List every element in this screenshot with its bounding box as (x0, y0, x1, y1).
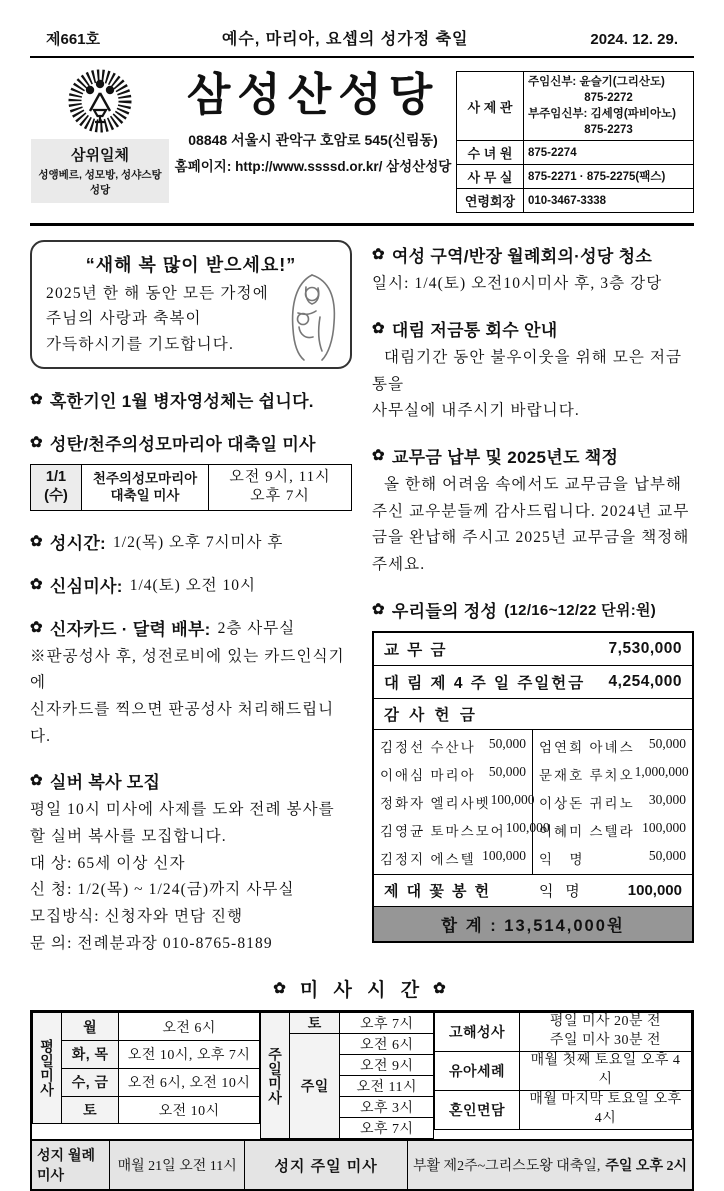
madonna-and-child-art (282, 271, 344, 363)
donor-column-left (374, 730, 550, 874)
rosette-icon: ✿ (433, 980, 451, 998)
section-holy-hour (30, 529, 352, 554)
convent-label: 수 녀 원 (457, 141, 524, 165)
church-dues-line: 주세요. (372, 555, 426, 573)
greeting-line: 가득하시기를 기도합니다. (46, 335, 235, 353)
table-row (435, 1013, 692, 1052)
rosette-icon: ✿ (273, 980, 291, 998)
section-church-dues (372, 443, 694, 468)
convent-phone: 875-2274 (524, 141, 694, 165)
section-women-meeting (372, 242, 694, 267)
left-column (30, 240, 352, 957)
weekday-mass-label: 평일미사 (33, 1013, 62, 1124)
thanksgiving-header: 감 사 헌 금 (374, 699, 692, 730)
feast-mass-table (30, 464, 352, 511)
trinity-subtitle: 성앵베르, 성모방, 성샤스탕 성당 (38, 169, 162, 196)
church-dues-line: 금을 완납해 주시고 2025년 교무금을 책정해 (372, 529, 690, 547)
devotion-mass-value: 1/4(토) 오전 10시 (129, 577, 257, 595)
donor-line: 김정지 에스텔 100,000 (380, 847, 526, 867)
office-label: 사 무 실 (457, 165, 524, 189)
church-dues-title: 교무금 납부 및 2025년도 책정 (391, 448, 619, 467)
women-meeting-title: 여성 구역/반장 월례회의·성당 청소 (391, 247, 653, 267)
day-cell: 화, 목 (62, 1041, 119, 1069)
greeting-line: 주님의 사랑과 축복이 (46, 310, 202, 328)
schedule-footer (32, 1139, 692, 1189)
altar-flower-donor: 익 명 (539, 883, 584, 900)
funeral-chair-label: 연령회장 (457, 189, 524, 213)
day-cell: 주일 (290, 1034, 340, 1139)
rosette-icon: ✿ (372, 246, 385, 264)
feast-weekday: (수) (44, 488, 68, 505)
church-name: 삼성산성당 (186, 69, 440, 120)
silver-server-line: 평일 10시 미사에 사제를 도와 전례 봉사를 (30, 801, 335, 819)
table-row (435, 1090, 692, 1129)
holy-hour-value: 1/2(목) 오후 7시미사 후 (113, 534, 284, 552)
member-card-label: 신자카드 · 달력 배부: (49, 619, 211, 639)
funeral-chair-phone: 010-3467-3338 (524, 189, 694, 213)
mass-times-heading (30, 975, 694, 1002)
church-address: 08848 서울시 관악구 호암로 545(신림동) (188, 132, 438, 149)
rectory-assistant: 부주임신부: 김세영(파비아노) (528, 108, 676, 121)
shrine-sunday-time: 주일 오후 2시 (605, 1159, 687, 1175)
devotion-mass-label: 신심미사: (49, 576, 123, 596)
marriage-interview-label: 혼인면담 (435, 1090, 520, 1129)
donor-line: 이상돈 귀리노 30,000 (539, 791, 686, 811)
altar-flower-row (374, 875, 692, 907)
section-silver-server (30, 768, 352, 793)
rectory-pastor: 주임신부: 윤슬기(그리산도) (528, 76, 665, 88)
member-card-note: ※판공성사 후, 성전로비에 있는 카드인식기에 (30, 647, 345, 692)
sunday-collection-label: 대 림 제 4 주 일 주일헌금 (384, 674, 586, 692)
feast-time-cell (209, 464, 352, 510)
altar-flower-amount: 100,000 (627, 881, 682, 899)
time-cell: 오전 9시 (340, 1055, 434, 1076)
day-cell: 토 (62, 1096, 119, 1124)
church-homepage: 홈페이지: http://www.ssssd.or.kr/ 삼성산성당 (174, 159, 452, 175)
feast-date-cell (31, 464, 82, 510)
greeting-line: 2025년 한 해 동안 모든 가정에 (46, 285, 269, 303)
day-cell: 월 (62, 1013, 119, 1041)
confession-value (520, 1013, 692, 1052)
contact-table (456, 71, 694, 213)
services-block (434, 1012, 692, 1139)
time-cell: 오전 6시, 오전 10시 (119, 1068, 260, 1096)
logo-column (30, 69, 170, 203)
donor-line: 김영균 토마스모어 100,000 (380, 819, 550, 839)
section-devotion-mass (30, 572, 352, 597)
feast-name-cell (82, 464, 209, 510)
offering-title: 우리들의 정성 (391, 601, 498, 621)
table-row (33, 1041, 260, 1069)
donor-line: 익 명 50,000 (539, 847, 686, 867)
time-cell: 오전 10시 (119, 1096, 260, 1124)
donor-grid (374, 730, 692, 875)
rectory-pastor-phone: 875-2272 (584, 92, 633, 105)
member-card-value: 2층 사무실 (217, 620, 296, 638)
offering-table (372, 631, 694, 943)
mass-times-section (30, 975, 694, 1191)
time-cell: 오전 6시 (340, 1034, 434, 1055)
church-name-column (170, 69, 456, 175)
table-row (261, 1013, 434, 1034)
table-row (31, 464, 352, 510)
cold-notice-text: 혹한기인 1월 병자영성체는 쉽니다. (49, 391, 314, 411)
silver-server-line: 모집방식: 신청자와 면담 진행 (30, 907, 244, 925)
advent-bank-line: 대림기간 동안 불우이웃을 위해 모은 저금통을 (372, 349, 683, 393)
feast-name: 천주의성모마리아 (92, 470, 198, 486)
donor-line: 김정선 수산나 50,000 (380, 735, 526, 755)
table-row (457, 72, 694, 141)
greeting-title: “새해 복 많이 받으세요!” (85, 255, 297, 276)
rosette-icon: ✿ (30, 532, 43, 550)
section-offering (372, 597, 694, 622)
offering-title-suffix: (12/16~12/22 단위:원) (504, 601, 657, 619)
rectory-label: 사 제 관 (457, 72, 524, 141)
donor-line: 정화자 엘리사벳 100,000 (380, 791, 535, 811)
confession-label: 고해성사 (435, 1013, 520, 1052)
shrine-sunday-value (408, 1141, 692, 1189)
time-cell: 오전 11시 (340, 1076, 434, 1097)
donor-line: 엄연희 아녜스 50,000 (539, 735, 686, 755)
schedule-body (32, 1012, 692, 1139)
feast-name: 대축일 미사 (110, 488, 180, 504)
table-row (33, 1068, 260, 1096)
table-row (374, 633, 692, 666)
silver-server-line: 할 실버 복사를 모집합니다. (30, 827, 227, 845)
trinity-title: 삼위일체 (71, 147, 129, 164)
marriage-interview-value: 매월 마지막 토요일 오후 4시 (520, 1090, 692, 1129)
issue-date: 2024. 12. 29. (590, 31, 678, 48)
day-cell: 수, 금 (62, 1068, 119, 1096)
advent-bank-title: 대림 저금통 회수 안내 (391, 321, 558, 341)
sunday-collection-amount: 4,254,000 (608, 672, 682, 690)
feast-time: 오전 9시, 11시 (229, 468, 331, 485)
silver-server-line: 문 의: 전례분과장 010-8765-8189 (30, 934, 273, 952)
page-header (30, 26, 694, 58)
table-row (457, 189, 694, 213)
church-dues-line: 주신 교우분들께 감사드립니다. 2024년 교무 (372, 502, 690, 520)
donor-line: 이애심 마리아 50,000 (380, 763, 526, 783)
feast-time: 오후 7시 (250, 488, 310, 505)
church-logo-icon (68, 69, 132, 133)
content-columns (30, 226, 694, 957)
feast-title: 예수, 마리아, 요셉의 성가정 축일 (221, 31, 469, 48)
new-year-greeting-box (30, 240, 352, 368)
altar-flower-label: 제 대 꽃 봉 헌 (384, 882, 492, 900)
table-row (33, 1013, 260, 1041)
time-cell: 오후 7시 (340, 1118, 434, 1139)
rectory-value (524, 72, 694, 141)
time-cell: 오전 10시, 오후 7시 (119, 1041, 260, 1069)
holy-hour-label: 성시간: (49, 533, 107, 553)
sunday-mass-label: 주일미사 (261, 1013, 290, 1139)
mass-times-title: 미 사 시 간 (299, 980, 425, 1002)
section-cold-notice (30, 387, 352, 412)
rectory-assistant-phone: 875-2273 (584, 124, 633, 137)
infant-baptism-label: 유아세례 (435, 1052, 520, 1091)
dues-label: 교 무 금 (384, 641, 448, 659)
weekday-mass-block (32, 1012, 260, 1124)
trinity-box (31, 139, 169, 203)
confession-line: 주일 미사 30분 전 (549, 1033, 662, 1049)
silver-server-line: 신 청: 1/2(목) ~ 1/24(금)까지 사무실 (30, 881, 295, 899)
section-member-card (30, 615, 352, 640)
table-row (457, 141, 694, 165)
office-phone: 875-2271 · 875-2275(팩스) (524, 165, 694, 189)
rosette-icon: ✿ (30, 772, 43, 790)
section-feast-mass (30, 430, 352, 455)
silver-server-line: 대 상: 65세 이상 신자 (30, 854, 186, 872)
issue-number: 제661호 (46, 31, 101, 48)
rosette-icon: ✿ (372, 447, 385, 464)
donor-column-right (533, 730, 692, 874)
feast-mass-title: 성탄/천주의성모마리아 대축일 미사 (49, 434, 316, 454)
confession-line: 평일 미사 20분 전 (549, 1014, 662, 1030)
member-card-note: 신자카드를 찍으면 판공성사 처리해드립니다. (30, 701, 335, 745)
right-column (372, 240, 694, 957)
shrine-sunday-label: 성지 주일 미사 (245, 1141, 408, 1189)
silver-server-title: 실버 복사 모집 (49, 773, 161, 793)
rosette-icon: ✿ (30, 575, 43, 593)
table-row (435, 1052, 692, 1091)
sunday-mass-block (260, 1012, 434, 1139)
rosette-icon: ✿ (30, 433, 43, 451)
shrine-monthly-label: 성지 월례미사 (32, 1141, 110, 1189)
table-row (457, 165, 694, 189)
women-meeting-line: 일시: 1/4(토) 오전10시미사 후, 3층 강당 (372, 275, 663, 293)
table-row (33, 1096, 260, 1124)
infant-baptism-value: 매월 첫째 토요일 오후 4시 (520, 1052, 692, 1091)
time-cell: 오전 6시 (119, 1013, 260, 1041)
rosette-icon: ✿ (372, 320, 385, 338)
day-cell: 토 (290, 1013, 340, 1034)
section-advent-bank (372, 316, 694, 341)
rosette-icon: ✿ (372, 600, 385, 618)
rosette-icon: ✿ (30, 618, 43, 636)
dues-amount: 7,530,000 (608, 639, 682, 657)
donor-line: 이혜미 스텔라 100,000 (539, 819, 686, 839)
church-dues-line: 올 한해 어려움 속에서도 교무금을 납부해 (384, 476, 683, 493)
table-row (374, 666, 692, 699)
time-cell: 오후 3시 (340, 1097, 434, 1118)
feast-date: 1/1 (45, 469, 67, 486)
time-cell: 오후 7시 (340, 1013, 434, 1034)
donor-line: 문재호 루치오 1,000,000 (539, 763, 689, 783)
masthead (30, 58, 694, 226)
mass-schedule-table (30, 1010, 694, 1191)
shrine-monthly-value: 매월 21일 오전 11시 (110, 1141, 245, 1189)
services-table (434, 1012, 692, 1129)
rosette-icon: ✿ (30, 390, 43, 408)
shrine-sunday-text: 부활 제2주~그리스도왕 대축일, (413, 1159, 601, 1175)
offering-total: 합 계 : 13,514,000원 (374, 907, 692, 941)
advent-bank-line: 사무실에 내주시기 바랍니다. (372, 402, 580, 420)
